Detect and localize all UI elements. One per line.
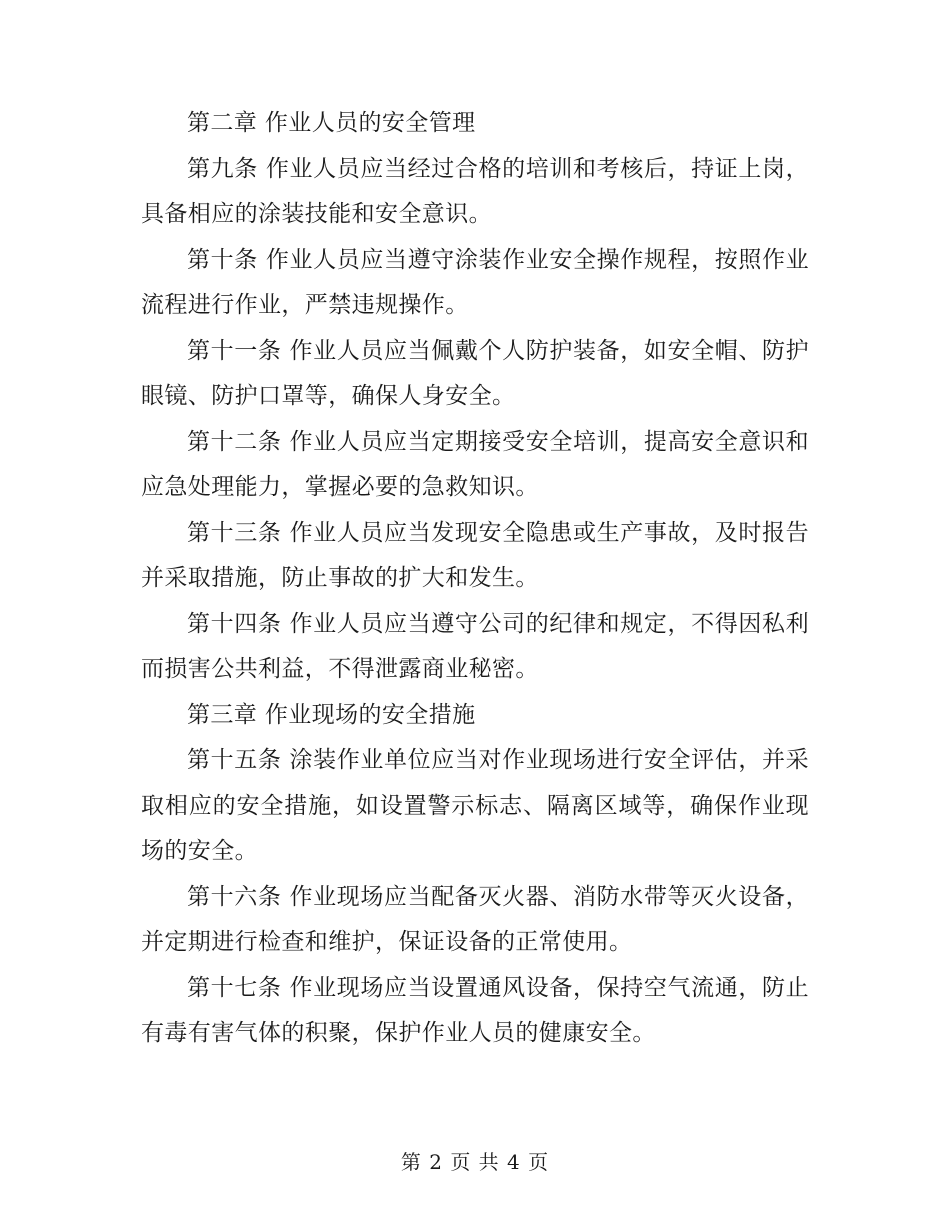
page-footer: [0, 1146, 950, 1175]
article-11: 第十一条 作业人员应当佩戴个人防护装备，如安全帽、防护眼镜、防护口罩等，确保人身安全。: [141, 337, 809, 409]
article-10: 第十条 作业人员应当遵守涂装作业安全操作规程，按照作业流程进行作业，严禁违规操作。: [141, 246, 809, 318]
chapter-heading-2: 第二章 作业人员的安全管理: [187, 110, 476, 136]
page-number-label: 第 2 页 共 4 页: [400, 1150, 550, 1174]
article-13: 第十三条 作业人员应当发现安全隐患或生产事故，及时报告并采取措施，防止事故的扩大和发生。: [141, 519, 809, 591]
article-17: 第十七条 作业现场应当设置通风设备，保持空气流通，防止有毒有害气体的积聚，保护作业人员的健康安全。: [141, 974, 809, 1046]
article-12: 第十二条 作业人员应当定期接受安全培训，提高安全意识和应急处理能力，掌握必要的急救知识。: [141, 428, 809, 500]
article-14: 第十四条 作业人员应当遵守公司的纪律和规定，不得因私利而损害公共利益，不得泄露商业秘密。: [141, 610, 809, 682]
document-body: [141, 101, 809, 1057]
article-9: 第九条 作业人员应当经过合格的培训和考核后，持证上岗，具备相应的涂装技能和安全意识。: [141, 155, 809, 227]
article-16: 第十六条 作业现场应当配备灭火器、消防水带等灭火设备，并定期进行检查和维护，保证设备的正常使用。: [141, 883, 809, 955]
chapter-heading-3: 第三章 作业现场的安全措施: [187, 701, 476, 728]
article-15: 第十五条 涂装作业单位应当对作业现场进行安全评估，并采取相应的安全措施，如设置警示标志、隔离区域等，确保作业现场的安全。: [141, 747, 809, 864]
